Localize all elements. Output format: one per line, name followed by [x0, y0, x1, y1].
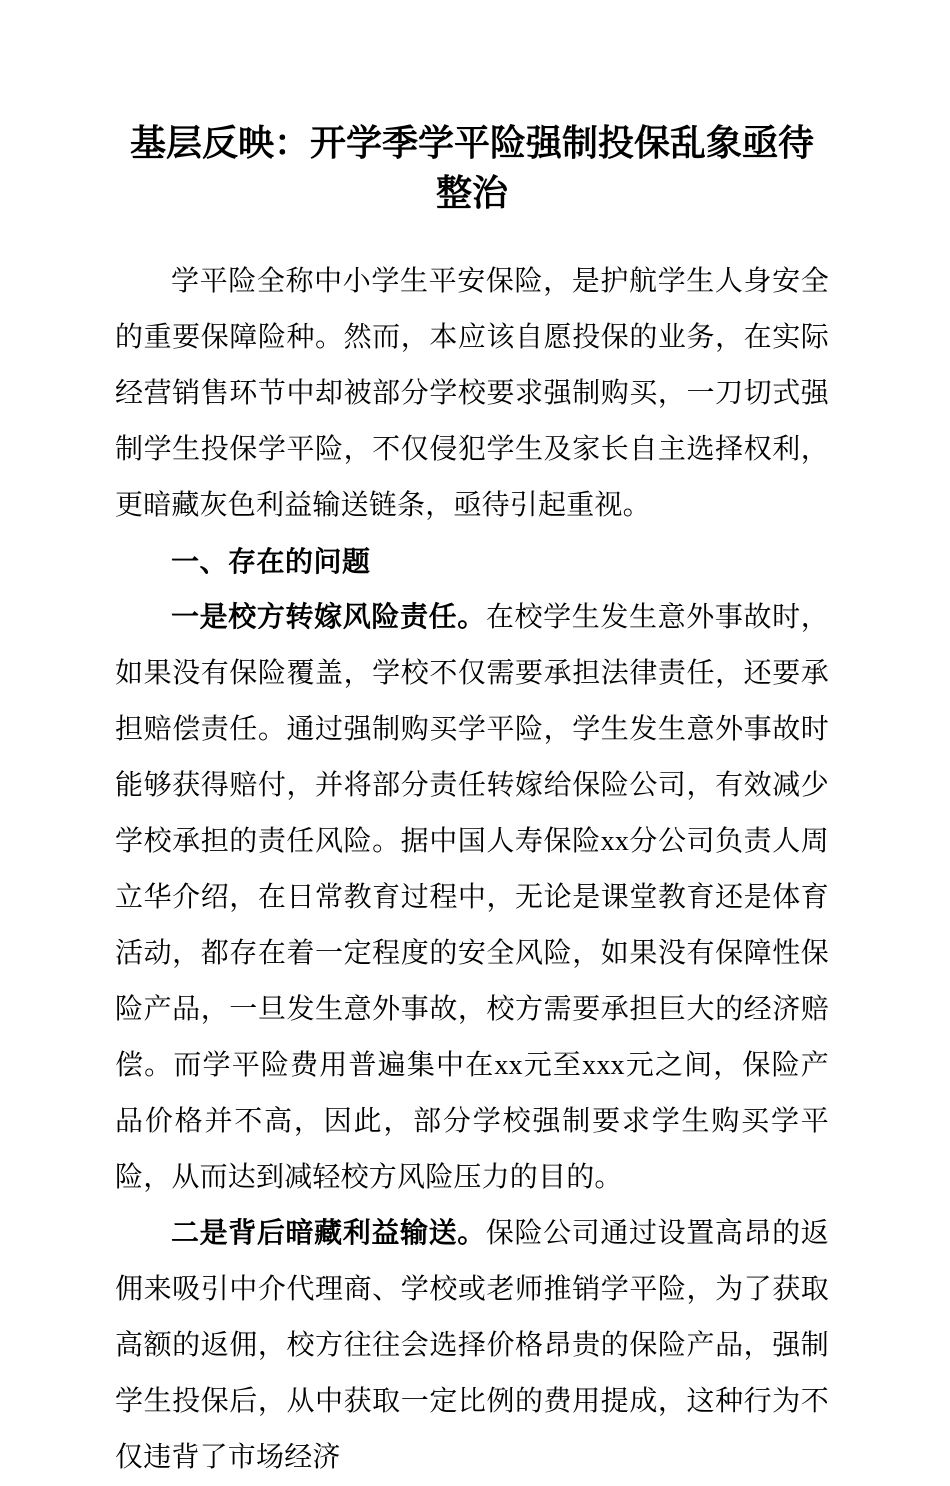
document-content — [115, 0, 829, 1486]
paragraph-point-two — [115, 1206, 829, 1486]
paragraph-intro: 学平险全称中小学生平安保险，是护航学生人身安全的重要保障险种。然而，本应该自愿投保的业务，在实际经营销售环节中却被部分学校要求强制购买，一刀切式强制学生投保学平险，不仅侵犯学生及家长自主选择权利，更暗藏灰色利益输送链条，亟待引起重视。 — [115, 266, 829, 521]
section-heading-problems: 一、存在的问题 — [171, 546, 371, 577]
page-title: 基层反映：开学季学平险强制投保乱象亟待整治 — [129, 123, 814, 213]
paragraph-point-two-lead: 二是背后暗藏利益输送。 — [171, 1218, 486, 1249]
title-body-spacer — [115, 218, 829, 254]
paragraph-point-one-lead: 一是校方转嫁风险责任。 — [171, 602, 486, 633]
paragraph-point-two-body: 保险公司通过设置高昂的返佣来吸引中介代理商、学校或老师推销学平险，为了获取高额的返佣，校方往往会选择价格昂贵的保险产品，强制学生投保后，从中获取一定比例的费用提成，这种行为不仅违背了市场经济 — [115, 1218, 830, 1473]
paragraph-point-one — [115, 590, 829, 1206]
paragraph-point-one-body: 在校学生发生意外事故时，如果没有保险覆盖，学校不仅需要承担法律责任，还要承担赔偿责任。通过强制购买学平险，学生发生意外事故时能够获得赔付，并将部分责任转嫁给保险公司，有效减少学校承担的责任风险。据中国人寿保险xx分公司负责人周立华介绍，在日常教育过程中，无论是课堂教育还是体育活动，都存在着一定程度的安全风险，如果没有保障性保险产品，一旦发生意外事故，校方需要承担巨大的经济赔偿。而学平险费用普遍集中在xx元至xxx元之间，保险产品价格并不高，因此，部分学校强制要求学生购买学平险，从而达到减轻校方风险压力的目的。 — [115, 602, 830, 1193]
